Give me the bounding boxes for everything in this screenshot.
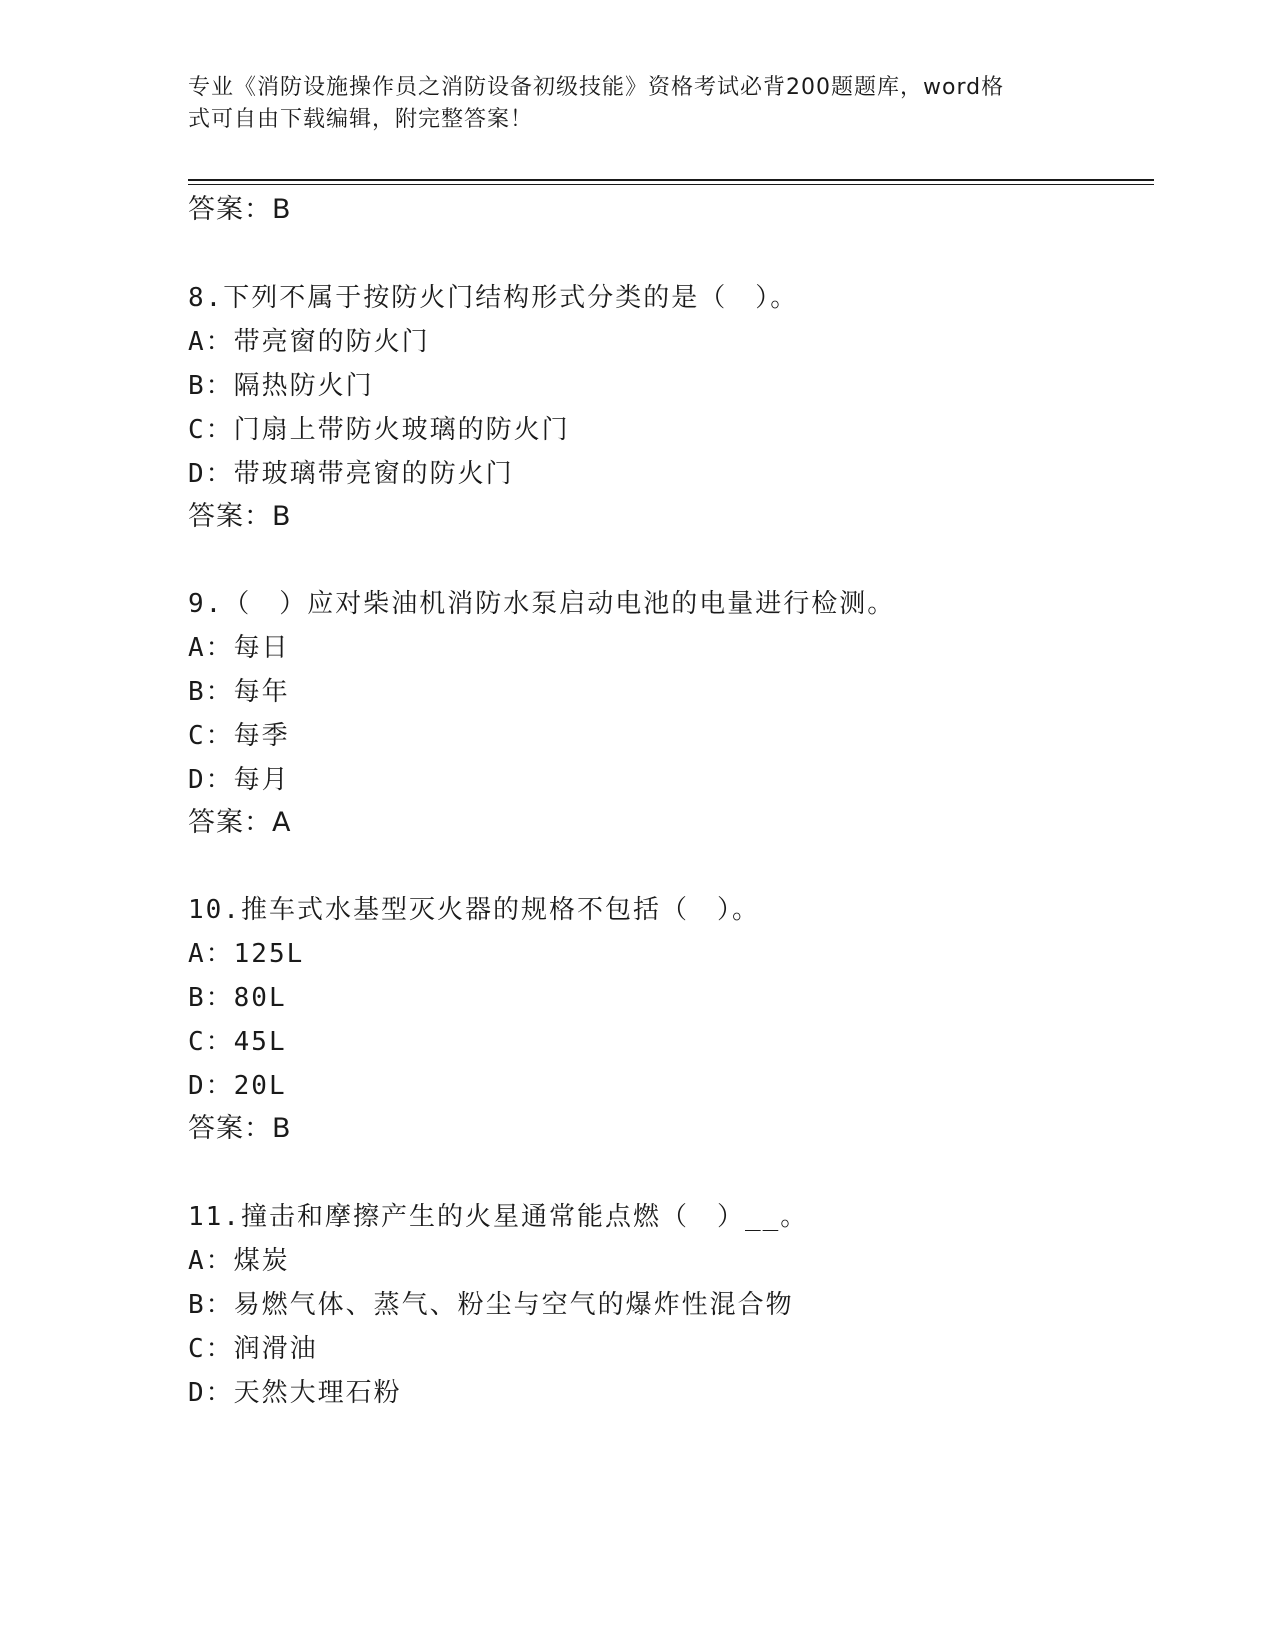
question-10-option-c: C：45L: [188, 1027, 287, 1057]
question-8-option-b: B：隔热防火门: [188, 371, 374, 401]
header-line-1: 专业《消防设施操作员之消防设备初级技能》资格考试必背200题题库，word格: [188, 75, 1005, 100]
answer-q7: 答案：B: [188, 194, 292, 225]
question-8-option-a: A：带亮窗的防火门: [188, 327, 430, 357]
question-11-stem: 11.撞击和摩擦产生的火星通常能点燃（ ）__。: [188, 1202, 809, 1232]
question-9-option-c: C：每季: [188, 721, 290, 751]
question-8-stem: 8.下列不属于按防火门结构形式分类的是（ ）。: [188, 283, 799, 313]
question-10-stem: 10.推车式水基型灭火器的规格不包括（ ）。: [188, 895, 760, 925]
question-9-stem: 9.（ ）应对柴油机消防水泵启动电池的电量进行检测。: [188, 589, 896, 619]
question-9-option-a: A：每日: [188, 633, 290, 663]
question-8-option-c: C：门扇上带防火玻璃的防火门: [188, 415, 570, 445]
document-header: [188, 72, 1068, 136]
question-10-option-b: B：80L: [188, 983, 287, 1013]
question-11-option-a: A：煤炭: [188, 1246, 290, 1276]
answer-q8: 答案：B: [188, 501, 292, 532]
question-10-option-d: D：20L: [188, 1071, 287, 1101]
question-9-option-b: B：每年: [188, 677, 290, 707]
answer-q9: 答案：A: [188, 807, 292, 838]
question-10-option-a: A：125L: [188, 939, 305, 969]
question-11-option-b: B：易燃气体、蒸气、粉尘与空气的爆炸性混合物: [188, 1290, 794, 1320]
header-divider-thin: [188, 184, 1154, 185]
header-divider-thick: [188, 179, 1154, 181]
question-11-option-d: D：天然大理石粉: [188, 1378, 402, 1408]
answer-q10: 答案：B: [188, 1113, 292, 1144]
question-11-option-c: C：润滑油: [188, 1334, 318, 1364]
question-9-option-d: D：每月: [188, 765, 290, 795]
header-line-2: 式可自由下载编辑，附完整答案！: [188, 107, 534, 132]
question-8-option-d: D：带玻璃带亮窗的防火门: [188, 459, 514, 489]
